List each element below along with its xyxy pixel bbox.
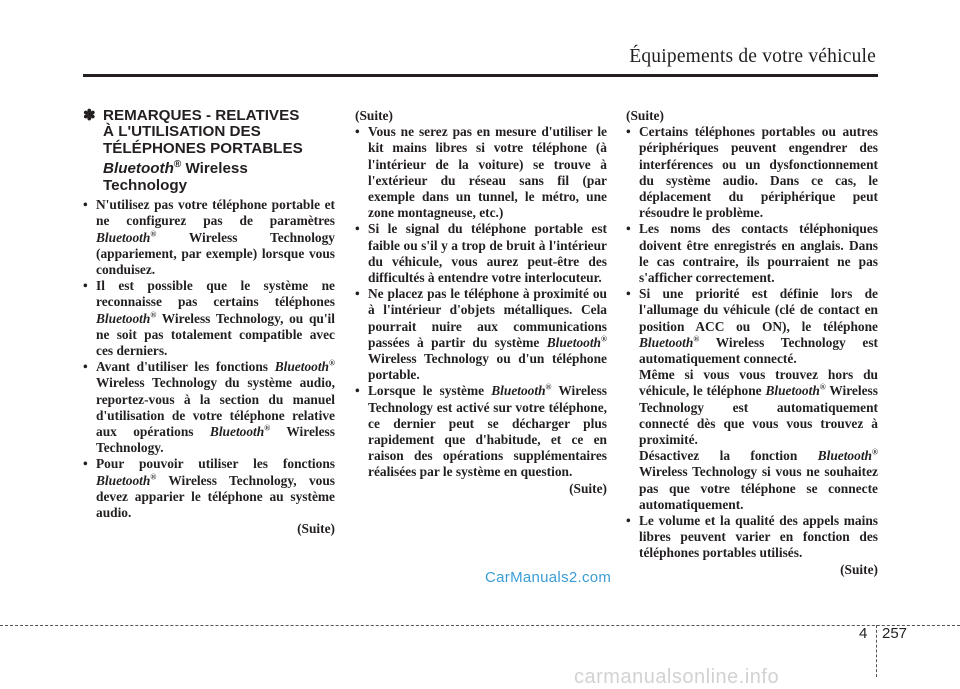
column-1 [83, 108, 335, 537]
header-rule [83, 74, 878, 77]
note-list [83, 197, 335, 521]
heading-line-5: Technology [103, 176, 188, 194]
list-item: • Lorsque le système Bluetooth® Wireless Technology est activé sur votre téléphone, ce dernier peut se décharger plus rapidement que d'habitude, et ce en raison des opérations supplémentaires réalisées par le système en question. [355, 383, 607, 480]
list-item: • Les noms des contacts téléphoniques doivent être enregistrés en anglais. Dans le cas contraire, ils pourraient ne pas s'afficher correctement. [626, 221, 878, 286]
list-item: • Pour pouvoir utiliser les fonctions Bluetooth® Wireless Technology, vous devez apparier le téléphone au système audio. [83, 456, 335, 521]
page-header-title: Équipements de votre véhicule [629, 46, 876, 67]
star-icon: ✽ [83, 107, 96, 124]
column-3 [626, 108, 878, 578]
list-item: • Si le signal du téléphone portable est faible ou s'il y a trop de bruit à l'intérieur du véhicule, vous aurez peut-être des difficultés à entendre votre interlocuteur. [355, 221, 607, 286]
heading-line-3: TÉLÉPHONES PORTABLES [103, 139, 303, 157]
continued-label: (Suite) [569, 480, 607, 496]
footer-site-watermark: carmanualsonline.info [574, 666, 780, 688]
list-item: • Le volume et la qualité des appels mains libres peuvent varier en fonction des téléphones portables utilisés. [626, 513, 878, 562]
continued-label: (Suite) [355, 108, 393, 123]
heading-line-4: Bluetooth® Wireless [103, 159, 248, 178]
list-item: • Certains téléphones portables ou autres périphériques peuvent engendrer des interférences ou un dysfonctionnement du système audio. Dans ce cas, le déplacement du périphérique peut résoudre le problème. [626, 124, 878, 221]
list-item: • Vous ne serez pas en mesure d'utiliser le kit mains libres si votre téléphone (à l'intérieur de la voiture) se trouve à l'extérieur du réseau sans fil (par exemple dans un tunnel, le métro, une zone montagneuse, etc.) [355, 124, 607, 221]
continued-label: (Suite) [840, 561, 878, 577]
heading-line-1: ✽ REMARQUES - RELATIVES [83, 107, 300, 124]
heading-line-2: À L'UTILISATION DES [103, 123, 261, 141]
list-item: • N'utilisez pas votre téléphone portable et ne configurez pas de paramètres Bluetooth® Wireless Technology (appariement, par exemple) lorsque vous conduisez. [83, 197, 335, 278]
note-list [626, 124, 878, 561]
list-item: • Il est possible que le système ne reconnaisse pas certains téléphones Bluetooth® Wireless Technology, ou qu'il ne soit pas totalement compatible avec ces derniers. [83, 278, 335, 359]
chapter-number: 4 [859, 625, 868, 642]
list-item: • Ne placez pas le téléphone à proximité ou à l'intérieur d'objets métalliques. Cela pourrait nuire aux communications passées à partir du système Bluetooth® Wireless Technology ou d'un téléphone portable. [355, 286, 607, 383]
list-item: • Avant d'utiliser les fonctions Bluetooth® Wireless Technology du système audio, reportez-vous à la section du manuel d'utilisation de votre téléphone relative aux opérations Bluetooth® Wireless Technology. [83, 359, 335, 456]
watermark-link[interactable]: CarManuals2.com [485, 569, 612, 586]
continued-label: (Suite) [626, 108, 664, 123]
continued-label: (Suite) [297, 521, 335, 537]
page-number: 257 [882, 625, 908, 642]
list-item: • Si une priorité est définie lors de l'allumage du véhicule (clé de contact en position ACC ou ON), le téléphone Bluetooth® Wireless Technology est automatiquement connecté. Même si vous vous trouvez hors du véhicule, le téléphone Bluetooth® Wireless Technology est automatiquement connecté dès que vous vous trouvez à proximité. Désactivez la fonction Bluetooth® Wireless Technology si vous ne souhaitez pas que votre téléphone se connecte automatiquement. [626, 286, 878, 513]
footer-vertical-divider [876, 625, 877, 677]
footer-divider [0, 625, 960, 626]
column-2 [355, 108, 607, 497]
note-list [355, 124, 607, 480]
section-heading [83, 108, 335, 194]
